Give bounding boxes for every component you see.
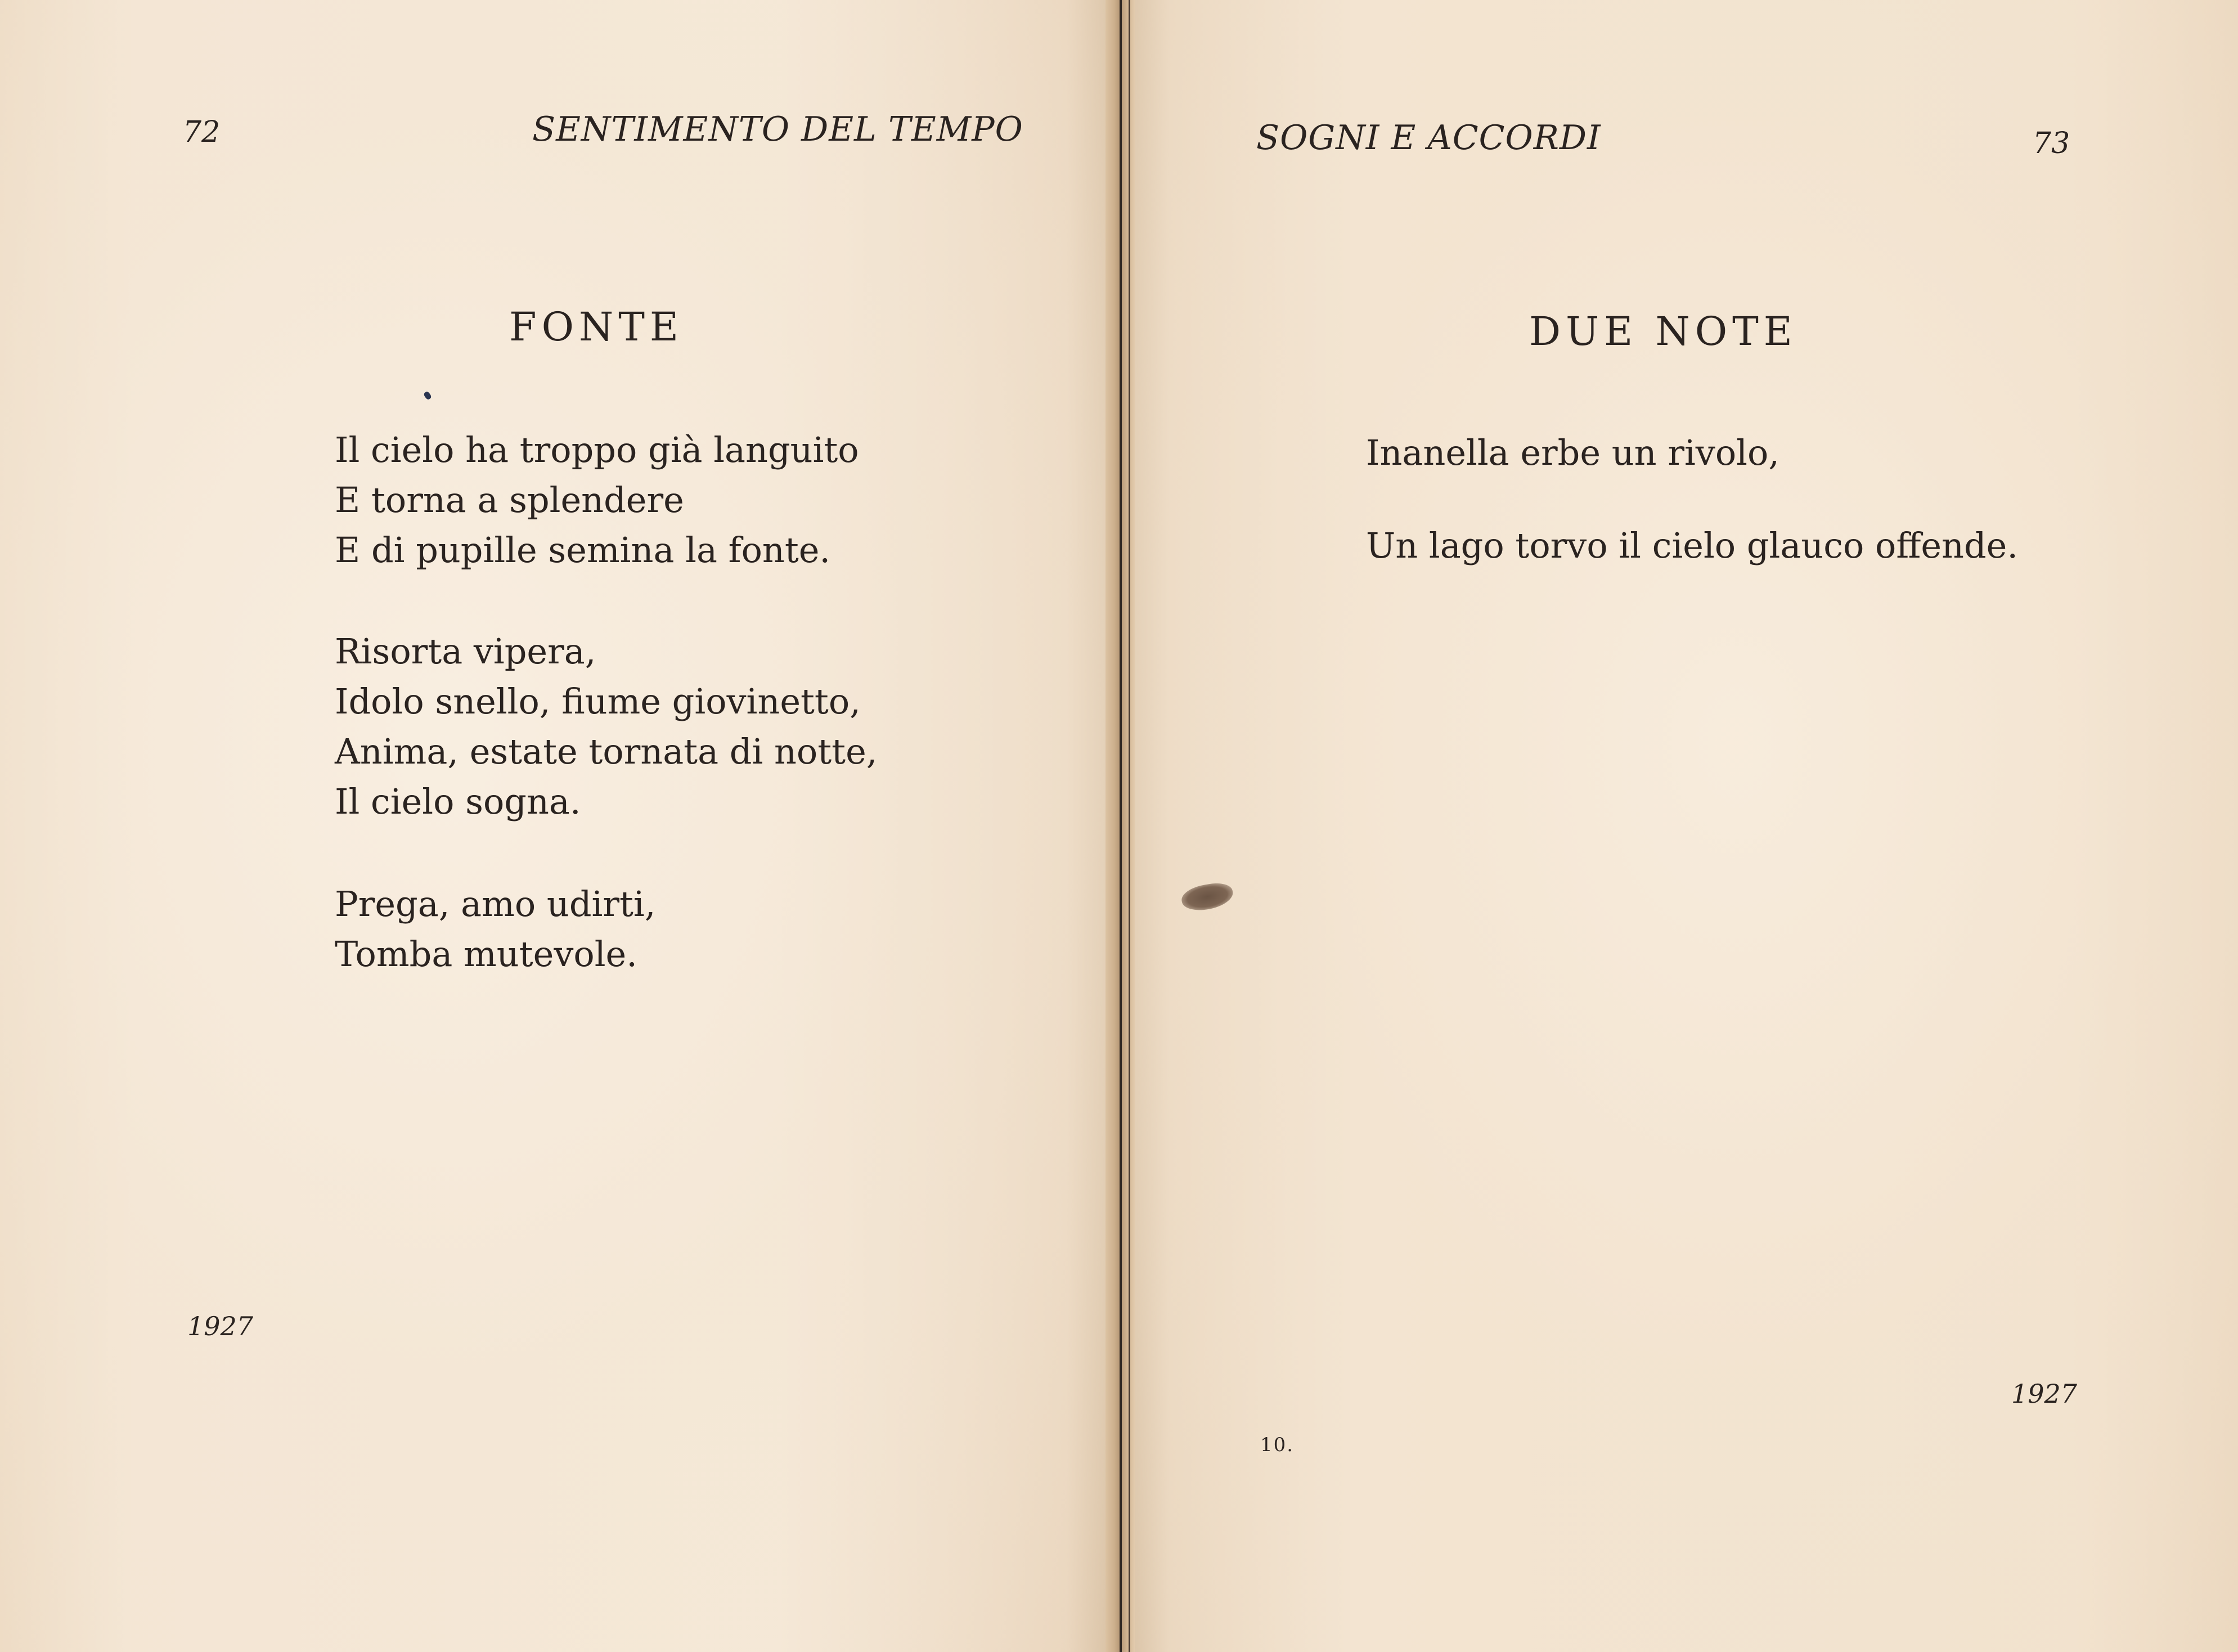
verse-line: Il cielo ha troppo già languito <box>335 429 859 470</box>
running-head: SENTIMENTO DEL TEMPO <box>532 110 1023 149</box>
signature-mark: 10. <box>1260 1434 1295 1456</box>
verse-line: Prega, amo udirti, <box>335 883 656 924</box>
ink-speck <box>423 390 432 400</box>
gutter-fold <box>1120 0 1122 1652</box>
verse-line: Inanella erbe un rivolo, <box>1366 432 1780 473</box>
verse-line: Anima, estate tornata di notte, <box>335 731 878 772</box>
verse-line: Un lago torvo il cielo glauco offende. <box>1366 525 2019 566</box>
verse-line: Idolo snello, fiume giovinetto, <box>335 681 861 722</box>
year: 1927 <box>2011 1379 2078 1409</box>
year: 1927 <box>187 1311 254 1341</box>
poem-title: DUE NOTE <box>1529 308 1797 354</box>
verse-line: Risorta vipera, <box>335 631 596 672</box>
left-page <box>0 0 1111 1652</box>
verse-line: Il cielo sogna. <box>335 781 581 822</box>
page-number: 73 <box>2033 127 2070 160</box>
page-number: 72 <box>183 115 221 149</box>
verse-line: Tomba mutevole. <box>335 933 637 975</box>
verse-line: E torna a splendere <box>335 479 684 520</box>
running-head: SOGNI E ACCORDI <box>1256 118 1601 158</box>
gutter-fold <box>1129 0 1130 1652</box>
right-page <box>1125 0 2238 1652</box>
verse-line: E di pupille semina la fonte. <box>335 529 831 571</box>
poem-title: FONTE <box>509 304 684 350</box>
